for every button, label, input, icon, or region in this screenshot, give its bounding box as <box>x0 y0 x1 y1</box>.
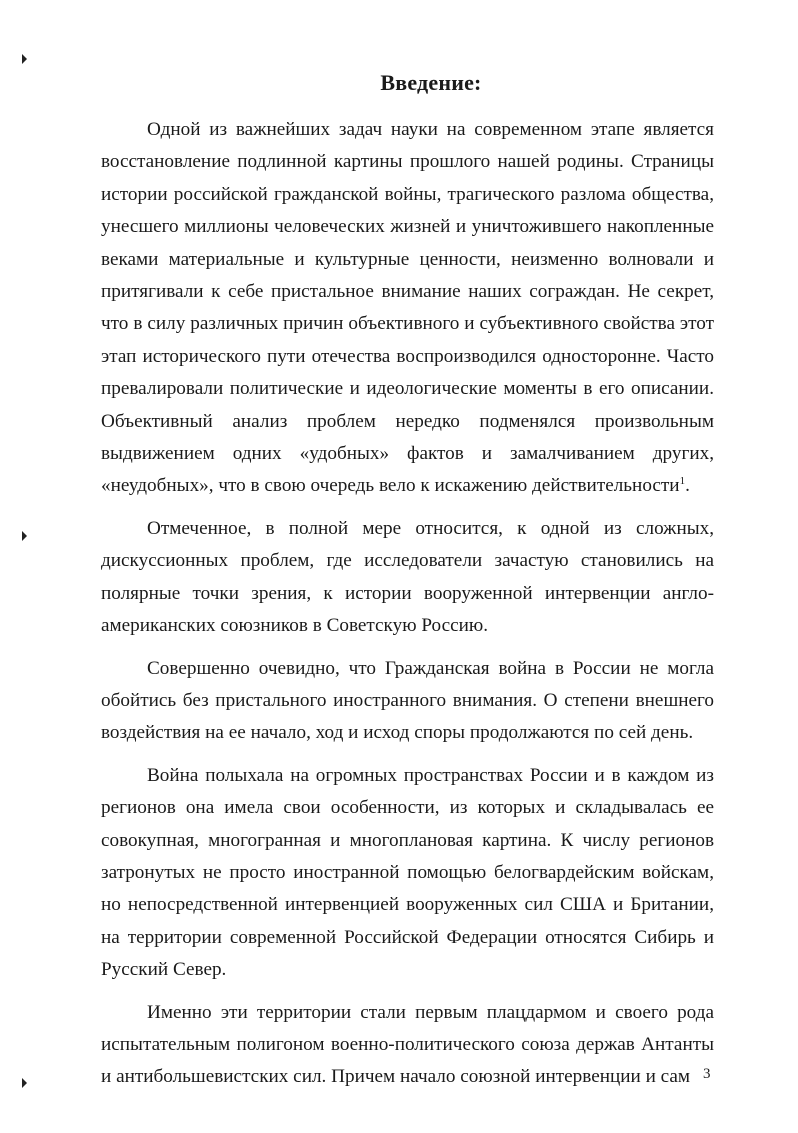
paragraph-1-text: Одной из важнейших задач науки на современном этапе является восстановление подлинной картины прошлого нашей родины. Страницы истории российской гражданской войны, трагического разлома общества, унесшего миллионы человеческих жизней и уничтожившего накопленные веками материальные и культурные ценности, неизменно волновали и притягивали к себе пристальное внимание наших сограждан. Не секрет, что в силу различных причин объективного и субъективного свойства этот этап исторического пути отечества воспроизводился односторонне. Часто превалировали политические и идеологические моменты в его описании. Объективный анализ проблем нередко подменялся произвольным выдвижением одних «удобных» фактов и замалчиванием других, «неудобных», что в свою очередь вело к искажению действительности <box>101 119 714 497</box>
page-number: 3 <box>703 1066 711 1082</box>
paragraph-5: Именно эти территории стали первым плацдармом и своего рода испытательным полигоном военно-политического союза держав Антанты и антибольшевистских сил. Причем начало союзной интервенции и сам <box>101 1001 714 1088</box>
paragraph-2: Отмеченное, в полной мере относится, к одной из сложных, дискуссионных проблем, где исследователи зачастую становились на полярные точки зрения, к истории вооруженной интервенции англо-американских союзников в Советскую Россию. <box>101 517 714 637</box>
paragraph-1 <box>101 114 714 503</box>
paragraph-4: Война полыхала на огромных пространствах России и в каждом из регионов она имела свои особенности, из которых и складывалась ее совокупная, многогранная и многоплановая картина. К числу регионов затронутых не просто иностранной помощью белогвардейским войскам, но непосредственной интервенцией вооруженных сил США и Британии, на территории современной Российской Федерации относятся Сибирь и Русский Север. <box>101 764 714 981</box>
footnote-marker: 1 <box>679 475 686 488</box>
document-body <box>101 114 714 1094</box>
scan-mark-middle <box>22 531 27 541</box>
scan-mark-bottom <box>22 1078 27 1088</box>
paragraph-3: Совершенно очевидно, что Гражданская война в России не могла обойтись без пристального иностранного внимания. О степени внешнего воздействия на ее начало, ход и исход споры продолжаются по сей день. <box>101 657 714 744</box>
page-title: Введение: <box>380 70 482 95</box>
scan-mark-top <box>22 54 27 64</box>
paragraph-1-tail: . <box>685 475 690 497</box>
